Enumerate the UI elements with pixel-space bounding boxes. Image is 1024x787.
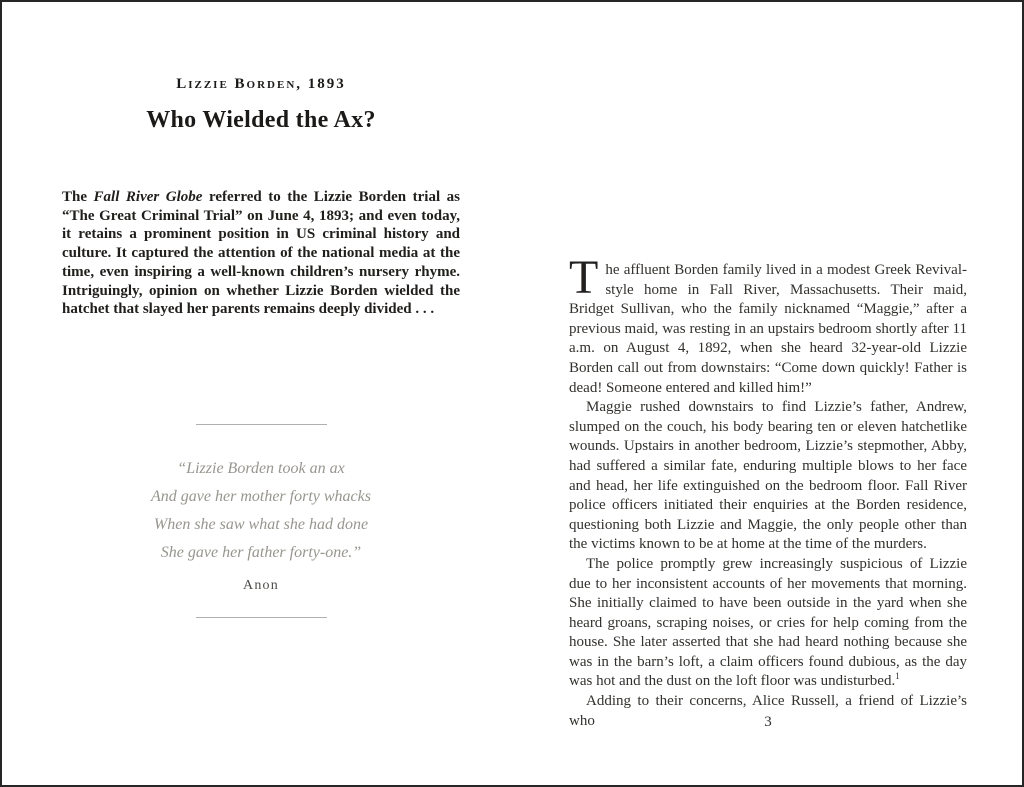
paragraph-1 — [569, 251, 967, 398]
page-number: 3 — [764, 714, 772, 730]
nursery-rhyme-block — [62, 424, 460, 618]
rhyme-line-1: “Lizzie Borden took an ax — [177, 460, 345, 477]
rhyme-attribution: Anon — [243, 578, 279, 593]
rhyme-line-4: She gave her father forty-one.” — [160, 544, 362, 561]
rhyme-line-2: And gave her mother forty whacks — [151, 488, 371, 505]
chapter-title: Who Wielded the Ax? — [146, 107, 376, 133]
paragraph-3 — [569, 555, 967, 692]
nursery-rhyme — [62, 455, 460, 567]
paragraph-1-text: he affluent Borden family lived in a modest Greek Revival-style home in Fall River, Massachusetts. Their maid, Bridget Sullivan, who the family nicknamed “Maggie,” after a previous maid, was resting in an upstairs bedroom shortly after 11 a.m. on August 4, 1892, when she heard 32-year-old Lizzie Borden call out from downstairs: “Come down quickly! Father is dead! Someone entered and killed him!” — [569, 262, 967, 396]
intro-rest: referred to the Lizzie Borden trial as “The Great Criminal Trial” on June 4, 1893; and even today, it retains a prominent position in US criminal history and culture. It captured the attention of the national media at the time, even inspiring a well-known children’s nursery rhyme. Intriguingly, opinion on whether Lizzie Borden wielded the hatchet that slayed her parents remains deeply divided . . . — [62, 189, 461, 318]
paragraph-2: Maggie rushed downstairs to find Lizzie’s father, Andrew, slumped on the couch, his body bearing ten or eleven hatchetlike wounds. Upstairs in another bedroom, Lizzie’s stepmother, Abby, had suffered a similar fate, enduring multiple blows to her face and head, her life extinguished on the bedroom floor. Fall River police officers initiated their enquiries at the Borden residence, questioning both Lizzie and Maggie, the only people other than the victims known to be at home at the time of the murders. — [569, 399, 967, 553]
drop-cap: T — [569, 251, 599, 304]
chapter-intro — [62, 188, 460, 319]
paragraph-3-text: The police promptly grew increasingly suspicious of Lizzie due to her inconsistent accounts of her movements that morning. She initially claimed to have been outside in the yard when she heard groans, scraping noises, or cries for help coming from the house. She later asserted that she had heard nothing because she was in the barn’s loft, a claim officers found dubious, as the day was hot and the dust on the loft floor was undisturbed. — [569, 555, 967, 690]
rhyme-line-3: When she saw what she had done — [153, 516, 369, 533]
intro-source-italic: Fall River Globe — [93, 189, 203, 205]
left-page — [62, 2, 460, 785]
body-text — [569, 251, 967, 731]
intro-lead: The — [62, 189, 94, 205]
paragraph-4: Adding to their concerns, Alice Russell, a friend of Lizzie’s who — [569, 693, 967, 729]
divider-bottom — [196, 617, 327, 618]
chapter-kicker: Lizzie Borden, 1893 — [176, 76, 346, 92]
divider-top — [196, 424, 327, 425]
right-page — [569, 2, 967, 785]
footnote-marker: 1 — [895, 671, 900, 682]
